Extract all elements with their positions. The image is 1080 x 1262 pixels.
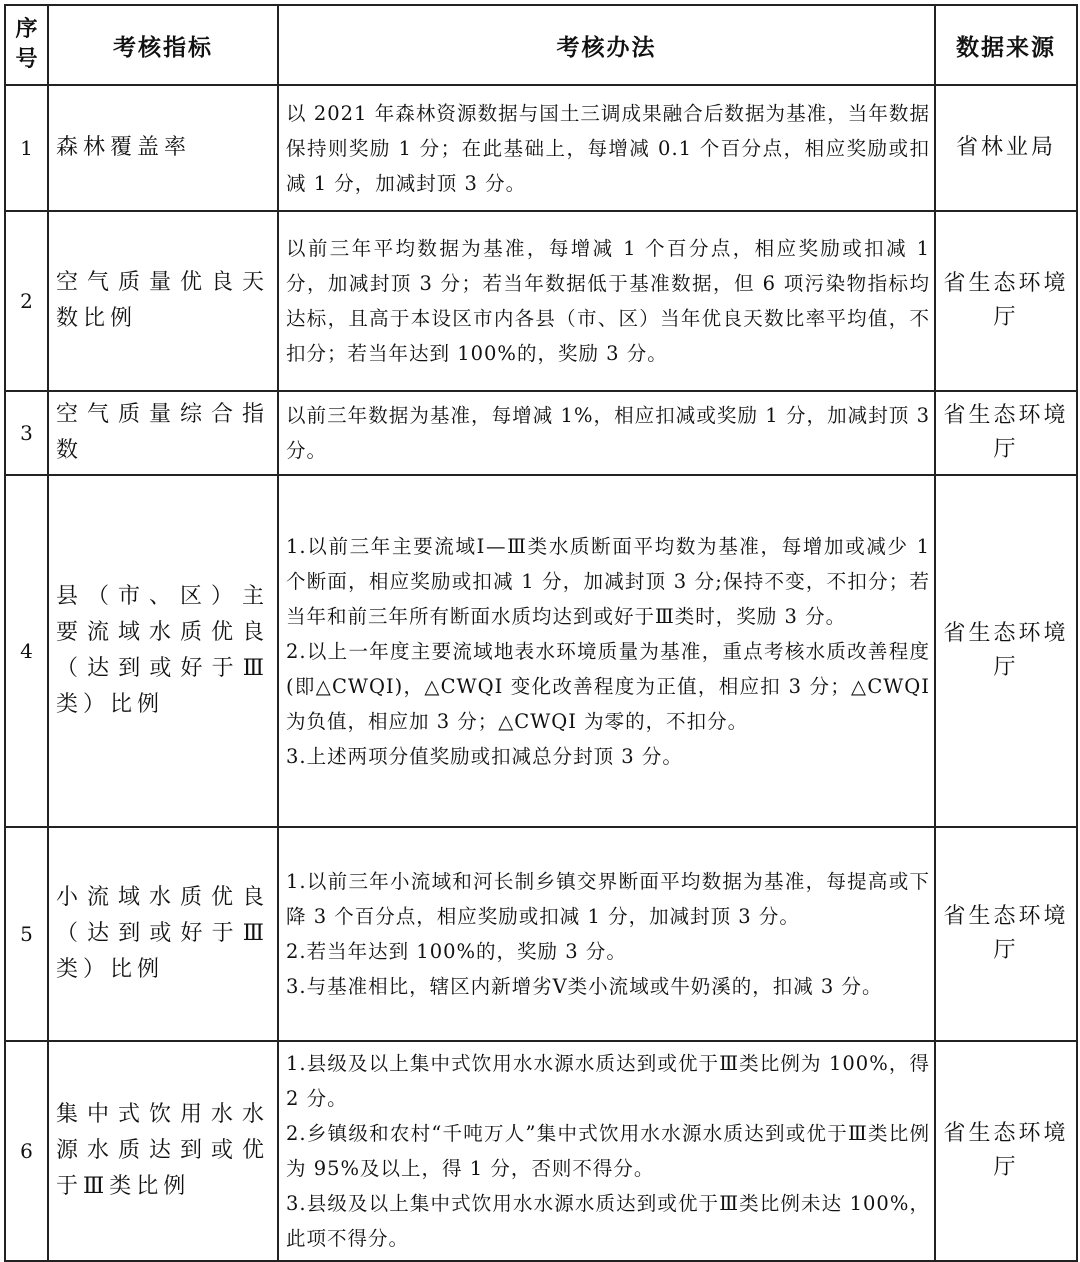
method-text: 以前三年数据为基准，每增减 1%，相应扣减或奖励 1 分，加减封顶 3 分。 xyxy=(286,404,930,462)
table-row xyxy=(5,827,1077,1041)
method-item: 1.以前三年主要流域Ⅰ—Ⅲ类水质断面平均数为基准，每增加或减少 1 个断面，相应奖励或扣减 1 分，加减封顶 3 分;保持不变，不扣分；若当年和前三年所有断面水质均达到或好于Ⅲ类时，奖励 3 分。 xyxy=(286,534,930,628)
method-cell xyxy=(278,475,935,827)
method-cell xyxy=(278,1041,935,1261)
row-number: 2 xyxy=(5,211,48,391)
table-header-row xyxy=(5,5,1077,85)
source-cell: 省林业局 xyxy=(935,85,1077,211)
row-number: 4 xyxy=(5,475,48,827)
row-number: 3 xyxy=(5,391,48,475)
header-method: 考核办法 xyxy=(278,5,935,85)
row-number: 6 xyxy=(5,1041,48,1261)
method-item: 3.与基准相比，辖区内新增劣Ⅴ类小流域或牛奶溪的，扣减 3 分。 xyxy=(286,975,883,998)
method-text: 以前三年平均数据为基准，每增减 1 个百分点，相应奖励或扣减 1 分，加减封顶 3 分；若当年数据低于基准数据，但 6 项污染物指标均达标，且高于本设区市内各县（市、区）当年优良天数比率平均值，不扣分；若当年达到 100%的，奖励 3 分。 xyxy=(286,237,930,365)
method-cell xyxy=(278,211,935,391)
method-item: 3.县级及以上集中式饮用水水源水质达到或优于Ⅲ类比例未达 100%，此项不得分。 xyxy=(286,1192,930,1250)
assessment-table xyxy=(4,4,1078,1262)
indicator-cell: 森林覆盖率 xyxy=(48,85,278,211)
indicator-cell: 小流域水质优良（达到或好于Ⅲ类）比例 xyxy=(48,827,278,1041)
method-cell xyxy=(278,391,935,475)
source-cell: 省生态环境厅 xyxy=(935,211,1077,391)
source-cell: 省生态环境厅 xyxy=(935,475,1077,827)
indicator-cell: 空气质量综合指数 xyxy=(48,391,278,475)
source-cell: 省生态环境厅 xyxy=(935,1041,1077,1261)
table-row xyxy=(5,391,1077,475)
method-item: 2.以上一年度主要流域地表水环境质量为基准，重点考核水质改善程度(即△CWQI)，△CWQI 变化改善程度为正值，相应扣 3 分；△CWQI 为负值，相应加 3 分；△CWQI 为零的，不扣分。 xyxy=(286,639,930,733)
header-indicator: 考核指标 xyxy=(48,5,278,85)
row-number: 5 xyxy=(5,827,48,1041)
method-item: 1.以前三年小流域和河长制乡镇交界断面平均数据为基准，每提高或下降 3 个百分点，相应奖励或扣减 1 分，加减封顶 3 分。 xyxy=(286,870,930,928)
source-cell: 省生态环境厅 xyxy=(935,827,1077,1041)
table-row xyxy=(5,475,1077,827)
method-cell xyxy=(278,85,935,211)
header-source: 数据来源 xyxy=(935,5,1077,85)
indicator-cell: 县（市、区）主要流域水质优良（达到或好于Ⅲ类）比例 xyxy=(48,475,278,827)
method-item: 2.若当年达到 100%的，奖励 3 分。 xyxy=(286,940,627,963)
table-row xyxy=(5,85,1077,211)
indicator-cell: 空气质量优良天数比例 xyxy=(48,211,278,391)
method-item: 2.乡镇级和农村“千吨万人”集中式饮用水水源水质达到或优于Ⅲ类比例为 95%及以上，得 1 分，否则不得分。 xyxy=(286,1122,930,1180)
method-item: 1.县级及以上集中式饮用水水源水质达到或优于Ⅲ类比例为 100%，得 2 分。 xyxy=(286,1052,930,1110)
method-cell xyxy=(278,827,935,1041)
table-row xyxy=(5,211,1077,391)
method-text: 以 2021 年森林资源数据与国土三调成果融合后数据为基准，当年数据保持则奖励 1 分；在此基础上，每增减 0.1 个百分点，相应奖励或扣减 1 分，加减封顶 3 分。 xyxy=(286,101,930,195)
indicator-cell: 集中式饮用水水源水质达到或优于Ⅲ类比例 xyxy=(48,1041,278,1261)
table-row xyxy=(5,1041,1077,1261)
method-item: 3.上述两项分值奖励或扣减总分封顶 3 分。 xyxy=(286,744,683,768)
header-serial-no: 序号 xyxy=(5,5,48,85)
source-cell: 省生态环境厅 xyxy=(935,391,1077,475)
row-number: 1 xyxy=(5,85,48,211)
